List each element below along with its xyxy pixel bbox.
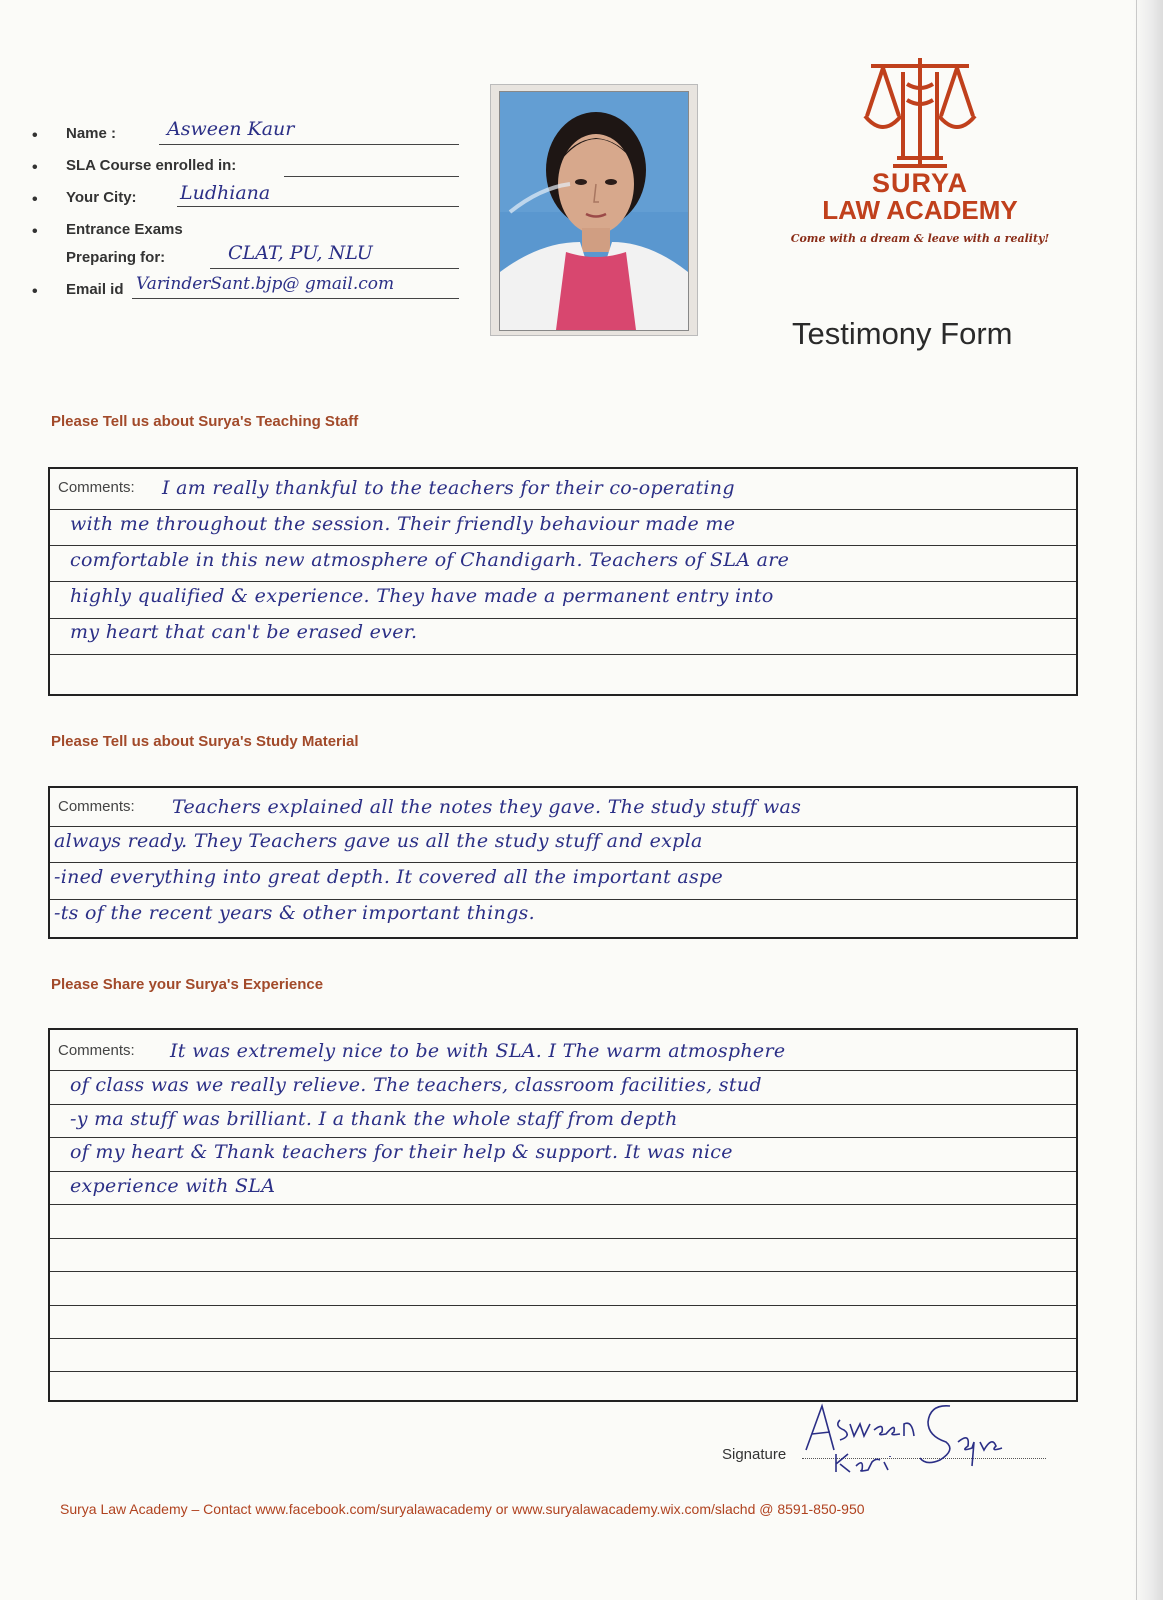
ruled-line bbox=[50, 1305, 1076, 1306]
handwritten-line: of class was we really relieve. The teachers, classroom facilities, stud bbox=[70, 1074, 762, 1096]
ruled-line bbox=[50, 899, 1076, 900]
ruled-line bbox=[50, 581, 1076, 582]
portrait-image bbox=[500, 92, 688, 330]
handwritten-line: my heart that can't be erased ever. bbox=[70, 621, 418, 643]
bullet-icon: • bbox=[32, 223, 38, 240]
ruled-line bbox=[50, 1271, 1076, 1272]
page-edge bbox=[1133, 0, 1163, 1600]
form-title: Testimony Form bbox=[792, 316, 1013, 351]
handwritten-line: Teachers explained all the notes they gave. The study stuff was bbox=[172, 796, 802, 818]
applicant-photo bbox=[490, 84, 698, 336]
teaching-staff-comments-box[interactable] bbox=[48, 467, 1078, 696]
ruled-line bbox=[50, 826, 1076, 827]
city-value[interactable]: Ludhiana bbox=[180, 182, 271, 204]
comments-label: Comments: bbox=[58, 479, 135, 496]
handwritten-line: It was extremely nice to be with SLA. I The warm atmosphere bbox=[170, 1040, 786, 1062]
comments-label: Comments: bbox=[58, 798, 135, 815]
bullet-icon: • bbox=[32, 159, 38, 176]
ruled-line bbox=[50, 1238, 1076, 1239]
handwritten-line: of my heart & Thank teachers for their help & support. It was nice bbox=[70, 1141, 733, 1163]
bullet-icon: • bbox=[32, 191, 38, 208]
bullet-icon: • bbox=[32, 127, 38, 144]
ruled-line bbox=[50, 1204, 1076, 1205]
exams-label-2: Preparing for: bbox=[66, 249, 166, 266]
handwritten-line: with me throughout the session. Their friendly behaviour made me bbox=[70, 513, 736, 535]
study-material-comments-box[interactable] bbox=[48, 786, 1078, 939]
ruled-line bbox=[50, 618, 1076, 619]
logo-tagline: Come with a dream & leave with a reality! bbox=[790, 232, 1050, 245]
handwritten-line: comfortable in this new atmosphere of Chandigarh. Teachers of SLA are bbox=[70, 549, 790, 571]
section-title-teaching-staff: Please Tell us about Surya's Teaching Staff bbox=[51, 413, 359, 430]
ruled-line bbox=[50, 1171, 1076, 1172]
handwritten-line: experience with SLA bbox=[70, 1175, 276, 1197]
ruled-line bbox=[50, 1137, 1076, 1138]
ruled-line bbox=[50, 1338, 1076, 1339]
handwritten-line: always ready. They Teachers gave us all the study stuff and expla bbox=[54, 830, 703, 852]
comments-label: Comments: bbox=[58, 1042, 135, 1059]
ruled-line bbox=[50, 509, 1076, 510]
page-edge-line bbox=[1136, 0, 1137, 1600]
email-line bbox=[132, 298, 459, 299]
name-value[interactable]: Asween Kaur bbox=[167, 118, 295, 140]
scales-of-justice-icon bbox=[863, 54, 977, 168]
academy-logo bbox=[790, 50, 1050, 250]
email-label: Email id bbox=[66, 281, 124, 298]
exams-line bbox=[210, 268, 459, 269]
ruled-line bbox=[50, 1070, 1076, 1071]
bullet-icon: • bbox=[32, 283, 38, 300]
handwritten-line: -ts of the recent years & other important things. bbox=[54, 902, 535, 924]
experience-comments-box[interactable] bbox=[48, 1028, 1078, 1402]
footer-contact: Surya Law Academy – Contact www.facebook.com/suryalawacademy or www.suryalawacademy.wix.com/slachd @ 8591-850-950 bbox=[60, 1501, 865, 1517]
name-label: Name : bbox=[66, 125, 117, 142]
email-value[interactable]: VarinderSant.bjp@ gmail.com bbox=[136, 274, 395, 294]
ruled-line bbox=[50, 545, 1076, 546]
handwritten-line: -y ma stuff was brilliant. I a thank the whole staff from depth bbox=[70, 1108, 678, 1130]
city-line bbox=[177, 206, 459, 207]
handwritten-line: -ined everything into great depth. It covered all the important aspe bbox=[54, 866, 724, 888]
handwritten-signature bbox=[800, 1400, 1050, 1476]
exams-value[interactable]: CLAT, PU, NLU bbox=[228, 242, 373, 264]
logo-name-line2: LAW ACADEMY bbox=[822, 195, 1018, 225]
section-title-experience: Please Share your Surya's Experience bbox=[51, 976, 324, 993]
city-label: Your City: bbox=[66, 189, 137, 206]
ruled-line bbox=[50, 1104, 1076, 1105]
ruled-line bbox=[50, 654, 1076, 655]
course-label: SLA Course enrolled in: bbox=[66, 157, 237, 174]
course-line bbox=[284, 176, 459, 177]
handwritten-line: I am really thankful to the teachers for their co-operating bbox=[162, 477, 735, 499]
photo-frame bbox=[499, 91, 689, 331]
exams-label-1: Entrance Exams bbox=[66, 221, 183, 238]
ruled-line bbox=[50, 862, 1076, 863]
section-title-study-material: Please Tell us about Surya's Study Material bbox=[51, 733, 359, 750]
ruled-line bbox=[50, 1371, 1076, 1372]
signature-label: Signature bbox=[722, 1446, 787, 1463]
name-line bbox=[159, 144, 459, 145]
handwritten-line: highly qualified & experience. They have made a permanent entry into bbox=[70, 585, 774, 607]
logo-name-line1: SURYA bbox=[871, 168, 969, 198]
